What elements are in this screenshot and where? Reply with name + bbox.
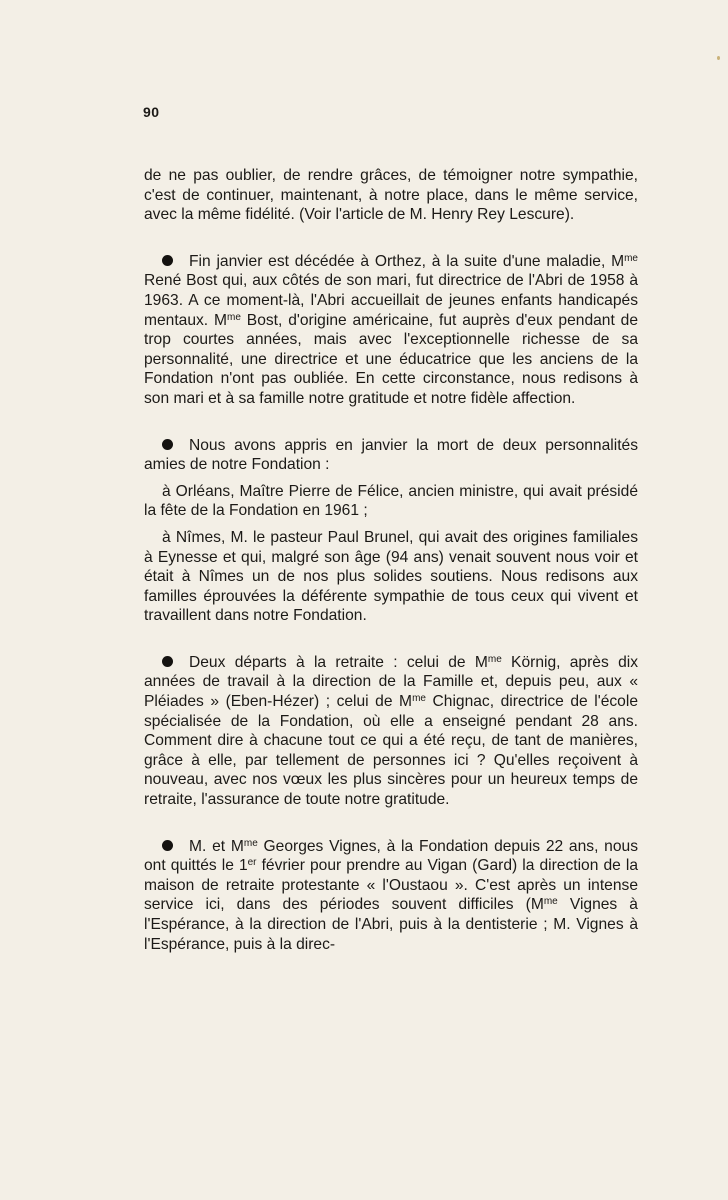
- bullet-icon: [162, 255, 173, 266]
- superscript: me: [624, 252, 638, 264]
- bullet-icon: [162, 656, 173, 667]
- paragraph-continuation: [144, 166, 638, 225]
- paragraph-text: de ne pas oublier, de rendre grâces, de témoigner notre sympathie, c'est de continuer, maintenant, à notre place, dans le même service, avec la même fidélité. (Voir l'article de M. Henry Rey Lescure).: [144, 167, 638, 224]
- paragraph-text: René Bost qui, aux côtés de son mari, fut directrice de l'Abri de 1958 à 1963. A ce moment-là, l'Abri accueillait de jeunes enfants handicapés mentaux. M: [144, 272, 638, 329]
- paragraph-text: Chignac, directrice de l'école spécialisée de la Fondation, où elle a enseigné pendant 28 ans. Comment dire à chacune tout ce qui a été reçu, de tant de manières, grâce à elle, par tellement de personnes ici ? Qu'elles reçoivent à nouveau, avec nos vœux les plus sincères pour un heureux temps de retraite, l'assurance de toute notre gratitude.: [144, 693, 638, 809]
- superscript: me: [487, 653, 502, 665]
- paragraph-text: Bost, d'origine américaine, fut auprès d'eux pendant de trop courtes années, mais avec l'exceptionnelle richesse de sa personnalité, une directrice et une éducatrice que les anciens de la Fondation n'ont pas oubliée. En cette circonstance, nous redisons à son mari et à sa famille notre gratitude et notre fidèle affection.: [144, 311, 639, 407]
- bullet-icon: [162, 840, 173, 851]
- text-column: [144, 166, 638, 954]
- paragraph-nimes: [144, 528, 638, 626]
- paragraph-deaths-intro: [144, 436, 638, 475]
- paragraph-text: Körnig, après dix années de travail à la direction de la Famille et, depuis peu, aux « Pléiades » (Eben-Hézer) ; celui de M: [144, 653, 638, 711]
- superscript: me: [543, 896, 558, 908]
- paragraph-text: à Nîmes, M. le pasteur Paul Brunel, qui avait des origines familiales à Eynesse et qui, malgré son âge (94 ans) venait souvent nous voir et était à Nîmes un de nos plus solides soutiens. Nous redisons aux familles éprouvées la déférente sympathie de tous ceux qui vivent et travaillent dans notre Fondation.: [144, 528, 638, 625]
- paragraph-bost: [144, 252, 638, 409]
- paragraph-orleans: [144, 482, 638, 521]
- paragraph-text: février pour prendre au Vigan (Gard) la direction de la maison de retraite protestante « l'Oustaou ». C'est après un intense service ici, dans des périodes souvent difficiles (M: [144, 857, 638, 914]
- superscript: me: [227, 311, 241, 323]
- page-number: 90: [143, 104, 160, 120]
- superscript: me: [412, 693, 426, 705]
- paragraph-text: Deux départs à la retraite : celui de M: [189, 653, 488, 671]
- paragraph-text: Georges Vignes, à la Fondation depuis 22 ans, nous ont quittés le 1: [144, 837, 638, 875]
- paragraph-text: Fin janvier est décédée à Orthez, à la suite d'une maladie, M: [189, 252, 625, 270]
- paragraph-vignes: [144, 837, 638, 955]
- superscript: er: [247, 857, 257, 869]
- superscript: me: [243, 837, 258, 849]
- paragraph-text: Nous avons appris en janvier la mort de deux personnalités amies de notre Fondation :: [144, 436, 638, 474]
- paragraph-text: à Orléans, Maître Pierre de Félice, ancien ministre, qui avait présidé la fête de la Fondation en 1961 ;: [144, 482, 638, 520]
- page-edge-speck: [717, 56, 720, 60]
- paragraph-retirements: [144, 653, 638, 810]
- paragraph-text: Vignes à l'Espérance, à la direction de l'Abri, puis à la dentisterie ; M. Vignes à l'Espérance, puis à la direc-: [144, 896, 638, 953]
- bullet-icon: [162, 439, 173, 450]
- paragraph-text: M. et M: [189, 837, 244, 855]
